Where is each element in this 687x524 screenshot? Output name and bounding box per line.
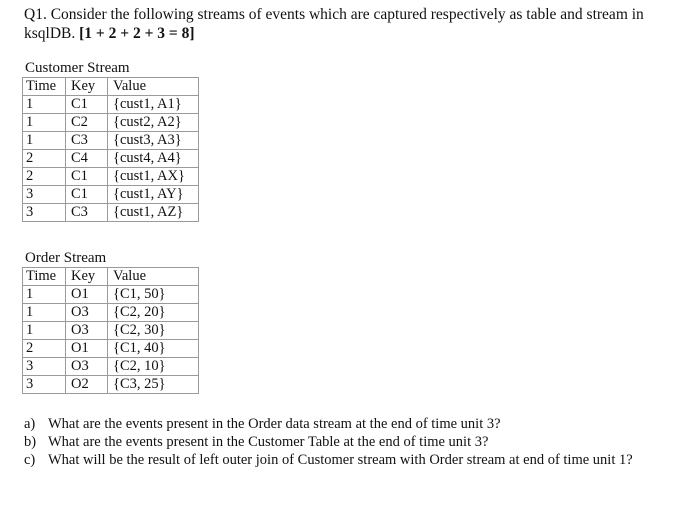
customer-cell-key: C3	[66, 132, 108, 150]
order-header-time: Time	[23, 268, 66, 286]
customer-row	[23, 114, 199, 132]
question-a	[24, 415, 664, 433]
question-marks: [1 + 2 + 2 + 3 = 8]	[79, 25, 195, 42]
question-b	[24, 433, 664, 451]
order-cell-time: 3	[23, 376, 66, 394]
question-label: a)	[24, 416, 36, 432]
customer-stream-table	[22, 77, 199, 222]
customer-cell-time: 1	[23, 132, 66, 150]
order-stream-table	[22, 267, 199, 394]
customer-cell-key: C1	[66, 186, 108, 204]
order-cell-value: {C1, 50}	[108, 286, 199, 304]
customer-cell-value: {cust4, A4}	[108, 150, 199, 168]
customer-cell-value: {cust1, A1}	[108, 96, 199, 114]
question-label: b)	[24, 434, 37, 450]
order-cell-key: O1	[66, 286, 108, 304]
customer-cell-value: {cust1, AY}	[108, 186, 199, 204]
customer-row	[23, 96, 199, 114]
question-c	[24, 451, 664, 469]
customer-cell-key: C1	[66, 168, 108, 186]
order-cell-time: 1	[23, 286, 66, 304]
order-cell-time: 1	[23, 322, 66, 340]
customer-cell-time: 2	[23, 150, 66, 168]
customer-header-row	[23, 78, 199, 96]
customer-cell-value: {cust2, A2}	[108, 114, 199, 132]
customer-cell-value: {cust3, A3}	[108, 132, 199, 150]
customer-cell-time: 1	[23, 114, 66, 132]
customer-cell-time: 1	[23, 96, 66, 114]
order-row	[23, 304, 199, 322]
order-row	[23, 340, 199, 358]
order-cell-value: {C3, 25}	[108, 376, 199, 394]
question-text-a: What are the events present in the Order data stream at the end of time unit 3?	[48, 416, 501, 432]
order-row	[23, 322, 199, 340]
order-row	[23, 376, 199, 394]
order-cell-time: 2	[23, 340, 66, 358]
order-cell-key: O3	[66, 358, 108, 376]
customer-cell-value: {cust1, AZ}	[108, 204, 199, 222]
customer-row	[23, 204, 199, 222]
order-cell-key: O3	[66, 304, 108, 322]
customer-header-time: Time	[23, 78, 66, 96]
customer-cell-key: C1	[66, 96, 108, 114]
order-cell-time: 3	[23, 358, 66, 376]
order-cell-key: O2	[66, 376, 108, 394]
customer-cell-time: 3	[23, 186, 66, 204]
customer-row	[23, 132, 199, 150]
order-cell-key: O1	[66, 340, 108, 358]
customer-header-value: Value	[108, 78, 199, 96]
order-row	[23, 358, 199, 376]
sub-questions	[24, 415, 664, 469]
question-body: Q1. Consider the following streams of events which are captured respectively as table and stream in ksqlDB.	[24, 6, 644, 42]
question-text-c: What will be the result of left outer join of Customer stream with Order stream at end of time unit 1?	[48, 452, 633, 468]
customer-row	[23, 150, 199, 168]
order-cell-time: 1	[23, 304, 66, 322]
customer-cell-key: C3	[66, 204, 108, 222]
order-cell-value: {C2, 30}	[108, 322, 199, 340]
customer-stream-title: Customer Stream	[25, 60, 130, 76]
order-cell-value: {C1, 40}	[108, 340, 199, 358]
customer-row	[23, 168, 199, 186]
question-label: c)	[24, 452, 36, 468]
customer-cell-value: {cust1, AX}	[108, 168, 199, 186]
order-stream-title: Order Stream	[25, 250, 107, 266]
order-header-row	[23, 268, 199, 286]
customer-cell-key: C4	[66, 150, 108, 168]
customer-cell-key: C2	[66, 114, 108, 132]
customer-row	[23, 186, 199, 204]
question-text	[24, 5, 674, 43]
order-header-value: Value	[108, 268, 199, 286]
order-cell-key: O3	[66, 322, 108, 340]
order-cell-value: {C2, 10}	[108, 358, 199, 376]
customer-cell-time: 3	[23, 204, 66, 222]
order-row	[23, 286, 199, 304]
customer-header-key: Key	[66, 78, 108, 96]
order-cell-value: {C2, 20}	[108, 304, 199, 322]
question-text-b: What are the events present in the Customer Table at the end of time unit 3?	[48, 434, 489, 450]
customer-cell-time: 2	[23, 168, 66, 186]
order-header-key: Key	[66, 268, 108, 286]
